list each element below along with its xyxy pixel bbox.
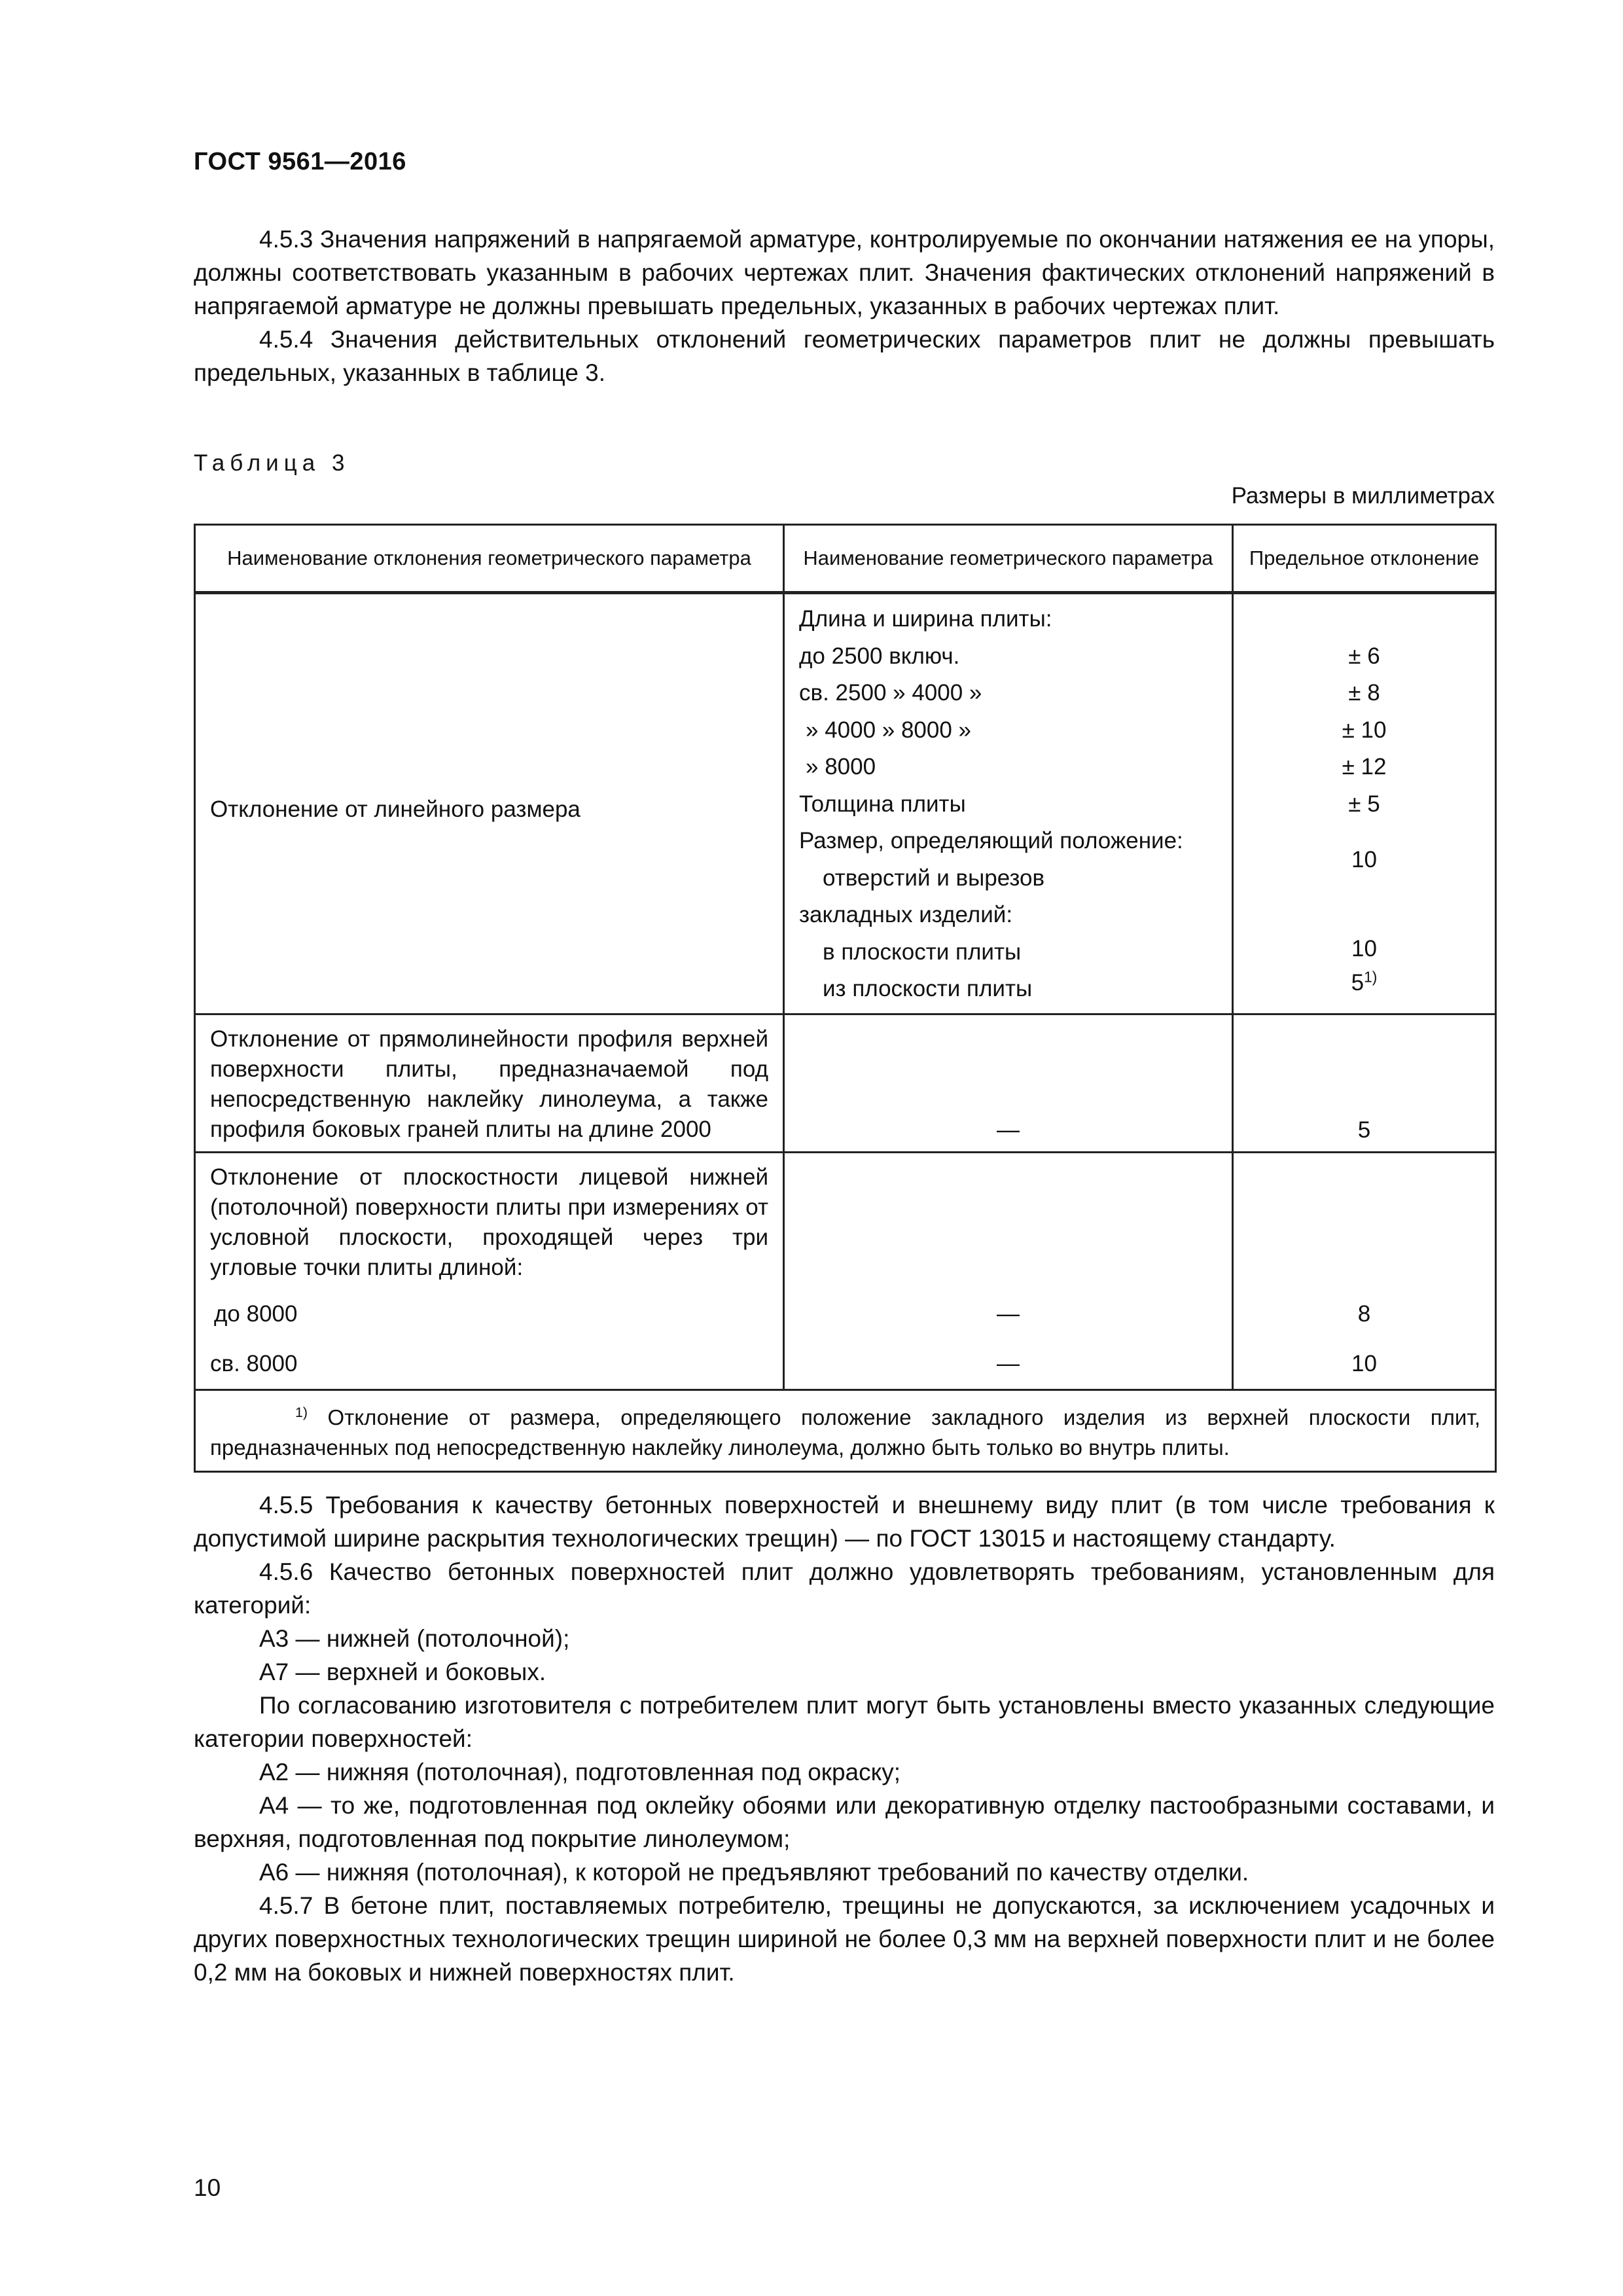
- out-plane-value: 5: [1351, 969, 1364, 996]
- straightness-deviation-name: Отклонение от прямолинейности профиля верхней поверхности плиты, предназначаемой под непосредственную наклейку линолеума, а также профиля боковых граней плиты на длине 2000: [195, 1014, 784, 1152]
- linear-deviation-cell: [195, 593, 784, 1014]
- header-limit-deviation: Предельное отклонение: [1233, 525, 1496, 593]
- linear-deviation-name: Отклонение от линейного размера: [210, 797, 580, 822]
- table-row-footnote: [195, 1390, 1496, 1471]
- length-row-3-param: » 4000 » 8000 »: [806, 717, 972, 743]
- document-header: ГОСТ 9561—2016: [194, 148, 406, 175]
- category-a2: А2 — нижняя (потолочная), подготовленная под окраску;: [259, 1759, 901, 1785]
- thickness-param: Толщина плиты: [799, 791, 966, 817]
- flatness-row-1-length: до 8000: [214, 1300, 298, 1327]
- category-a3: А3 — нижней (потолочной);: [259, 1625, 570, 1652]
- flatness-row-2-length: св. 8000: [210, 1350, 298, 1376]
- thickness-value: ± 5: [1348, 791, 1380, 817]
- length-row-2-param: св. 2500 » 4000 »: [799, 680, 982, 706]
- header-deviation-name: Наименование отклонения геометрического параметра: [195, 525, 784, 593]
- paragraph-4-5-6: 4.5.6 Качество бетонных поверхностей плит должно удовлетворять требованиям, установленным для категорий:: [194, 1558, 1495, 1619]
- straightness-value: 5: [1233, 1014, 1496, 1152]
- table-footnote: [195, 1390, 1496, 1471]
- length-row-4-param: » 8000: [806, 754, 876, 780]
- flatness-row-1-value: 8: [1357, 1300, 1371, 1327]
- page-number: 10: [194, 2174, 221, 2201]
- length-row-4-value: ± 12: [1342, 754, 1387, 780]
- table-caption: Таблица 3: [194, 450, 350, 476]
- footnote-mark: 1): [295, 1404, 308, 1420]
- flatness-deviation-cell: [195, 1152, 784, 1390]
- top-text-block: [194, 223, 1495, 389]
- flatness-row-2-value: 10: [1351, 1350, 1377, 1376]
- flatness-params-cell: [784, 1152, 1233, 1390]
- length-row-1-param: до 2500 включ.: [799, 643, 960, 669]
- paragraph-4-5-3: 4.5.3 Значения напряжений в напрягаемой арматуре, контролируемые по окончании натяжения ее на упоры, должны соответствовать указанным в рабочих чертежах плит. Значения фактических отклонений напряжений в напрягаемой арматуре не должны превышать предельных, указанных в рабочих чертежах плит.: [194, 226, 1495, 319]
- length-width-title: Длина и ширина плиты:: [799, 606, 1052, 632]
- linear-values-cell: [1233, 593, 1496, 1014]
- paragraph-4-5-4: 4.5.4 Значения действительных отклонений геометрических параметров плит не должны превышать предельных, указанных в таблице 3.: [194, 326, 1495, 386]
- position-title: Размер, определяющий положение:: [799, 828, 1183, 853]
- embedded-title: закладных изделий:: [799, 902, 1013, 927]
- table-header-row: [195, 525, 1496, 593]
- category-a7: А7 — верхней и боковых.: [259, 1659, 546, 1685]
- footnote-text: Отклонение от размера, определяющего положение закладного изделия из верхней плоскости плит, предназначенных под непосредственную наклейку линолеума, должно быть только во внутрь плиты.: [210, 1405, 1480, 1460]
- in-plane-param: в плоскости плиты: [823, 939, 1022, 965]
- table-row-flatness: [195, 1152, 1496, 1390]
- table-units-note: Размеры в миллиметрах: [1231, 483, 1495, 509]
- agreement-paragraph: По согласованию изготовителя с потребителем плит могут быть установлены вместо указанных следующие категории поверхностей:: [194, 1692, 1495, 1752]
- holes-param: отверстий и вырезов: [823, 865, 1045, 891]
- header-parameter-name: Наименование геометрического параметра: [784, 525, 1233, 593]
- out-plane-value-wrap: [1234, 967, 1494, 999]
- category-a4: А4 — то же, подготовленная под оклейку обоями или декоративную отделку пастообразными составами, и верхняя, подготовленная под покрытие линолеумом;: [194, 1792, 1495, 1852]
- length-row-1-value: ± 6: [1348, 643, 1380, 669]
- linear-parameters-cell: [784, 593, 1233, 1014]
- flatness-deviation-name: Отклонение от плоскостности лицевой нижней (потолочной) поверхности плиты при измерениях от условной плоскости, проходящей через три угловые точки плиты длиной:: [210, 1164, 768, 1280]
- footnote-mark-ref: 1): [1364, 967, 1378, 985]
- in-plane-value: 10: [1351, 935, 1377, 961]
- straightness-param: —: [784, 1014, 1233, 1152]
- table-row-straightness: [195, 1014, 1496, 1152]
- length-row-2-value: ± 8: [1348, 680, 1380, 706]
- flatness-row-2-param: —: [997, 1350, 1020, 1376]
- flatness-values-cell: [1233, 1152, 1496, 1390]
- table-row-linear: [195, 593, 1496, 1014]
- out-plane-param: из плоскости плиты: [823, 976, 1033, 1001]
- paragraph-4-5-5: 4.5.5 Требования к качеству бетонных поверхностей и внешнему виду плит (в том числе требования к допустимой ширине раскрытия технологических трещин) — по ГОСТ 13015 и настоящему стандарту.: [194, 1492, 1495, 1552]
- category-a6: А6 — нижняя (потолочная), к которой не предъявляют требований по качеству отделки.: [259, 1859, 1249, 1886]
- holes-value: 10: [1351, 847, 1377, 872]
- flatness-row-1-param: —: [997, 1300, 1020, 1327]
- length-row-3-value: ± 10: [1342, 717, 1387, 743]
- deviations-table: [194, 524, 1497, 1473]
- bottom-text-block: [194, 1488, 1495, 1989]
- paragraph-4-5-7: 4.5.7 В бетоне плит, поставляемых потребителю, трещины не допускаются, за исключением усадочных и других поверхностных технологических трещин шириной не более 0,3 мм на верхней поверхности плит и не более 0,2 мм на боковых и нижней поверхностях плит.: [194, 1892, 1495, 1986]
